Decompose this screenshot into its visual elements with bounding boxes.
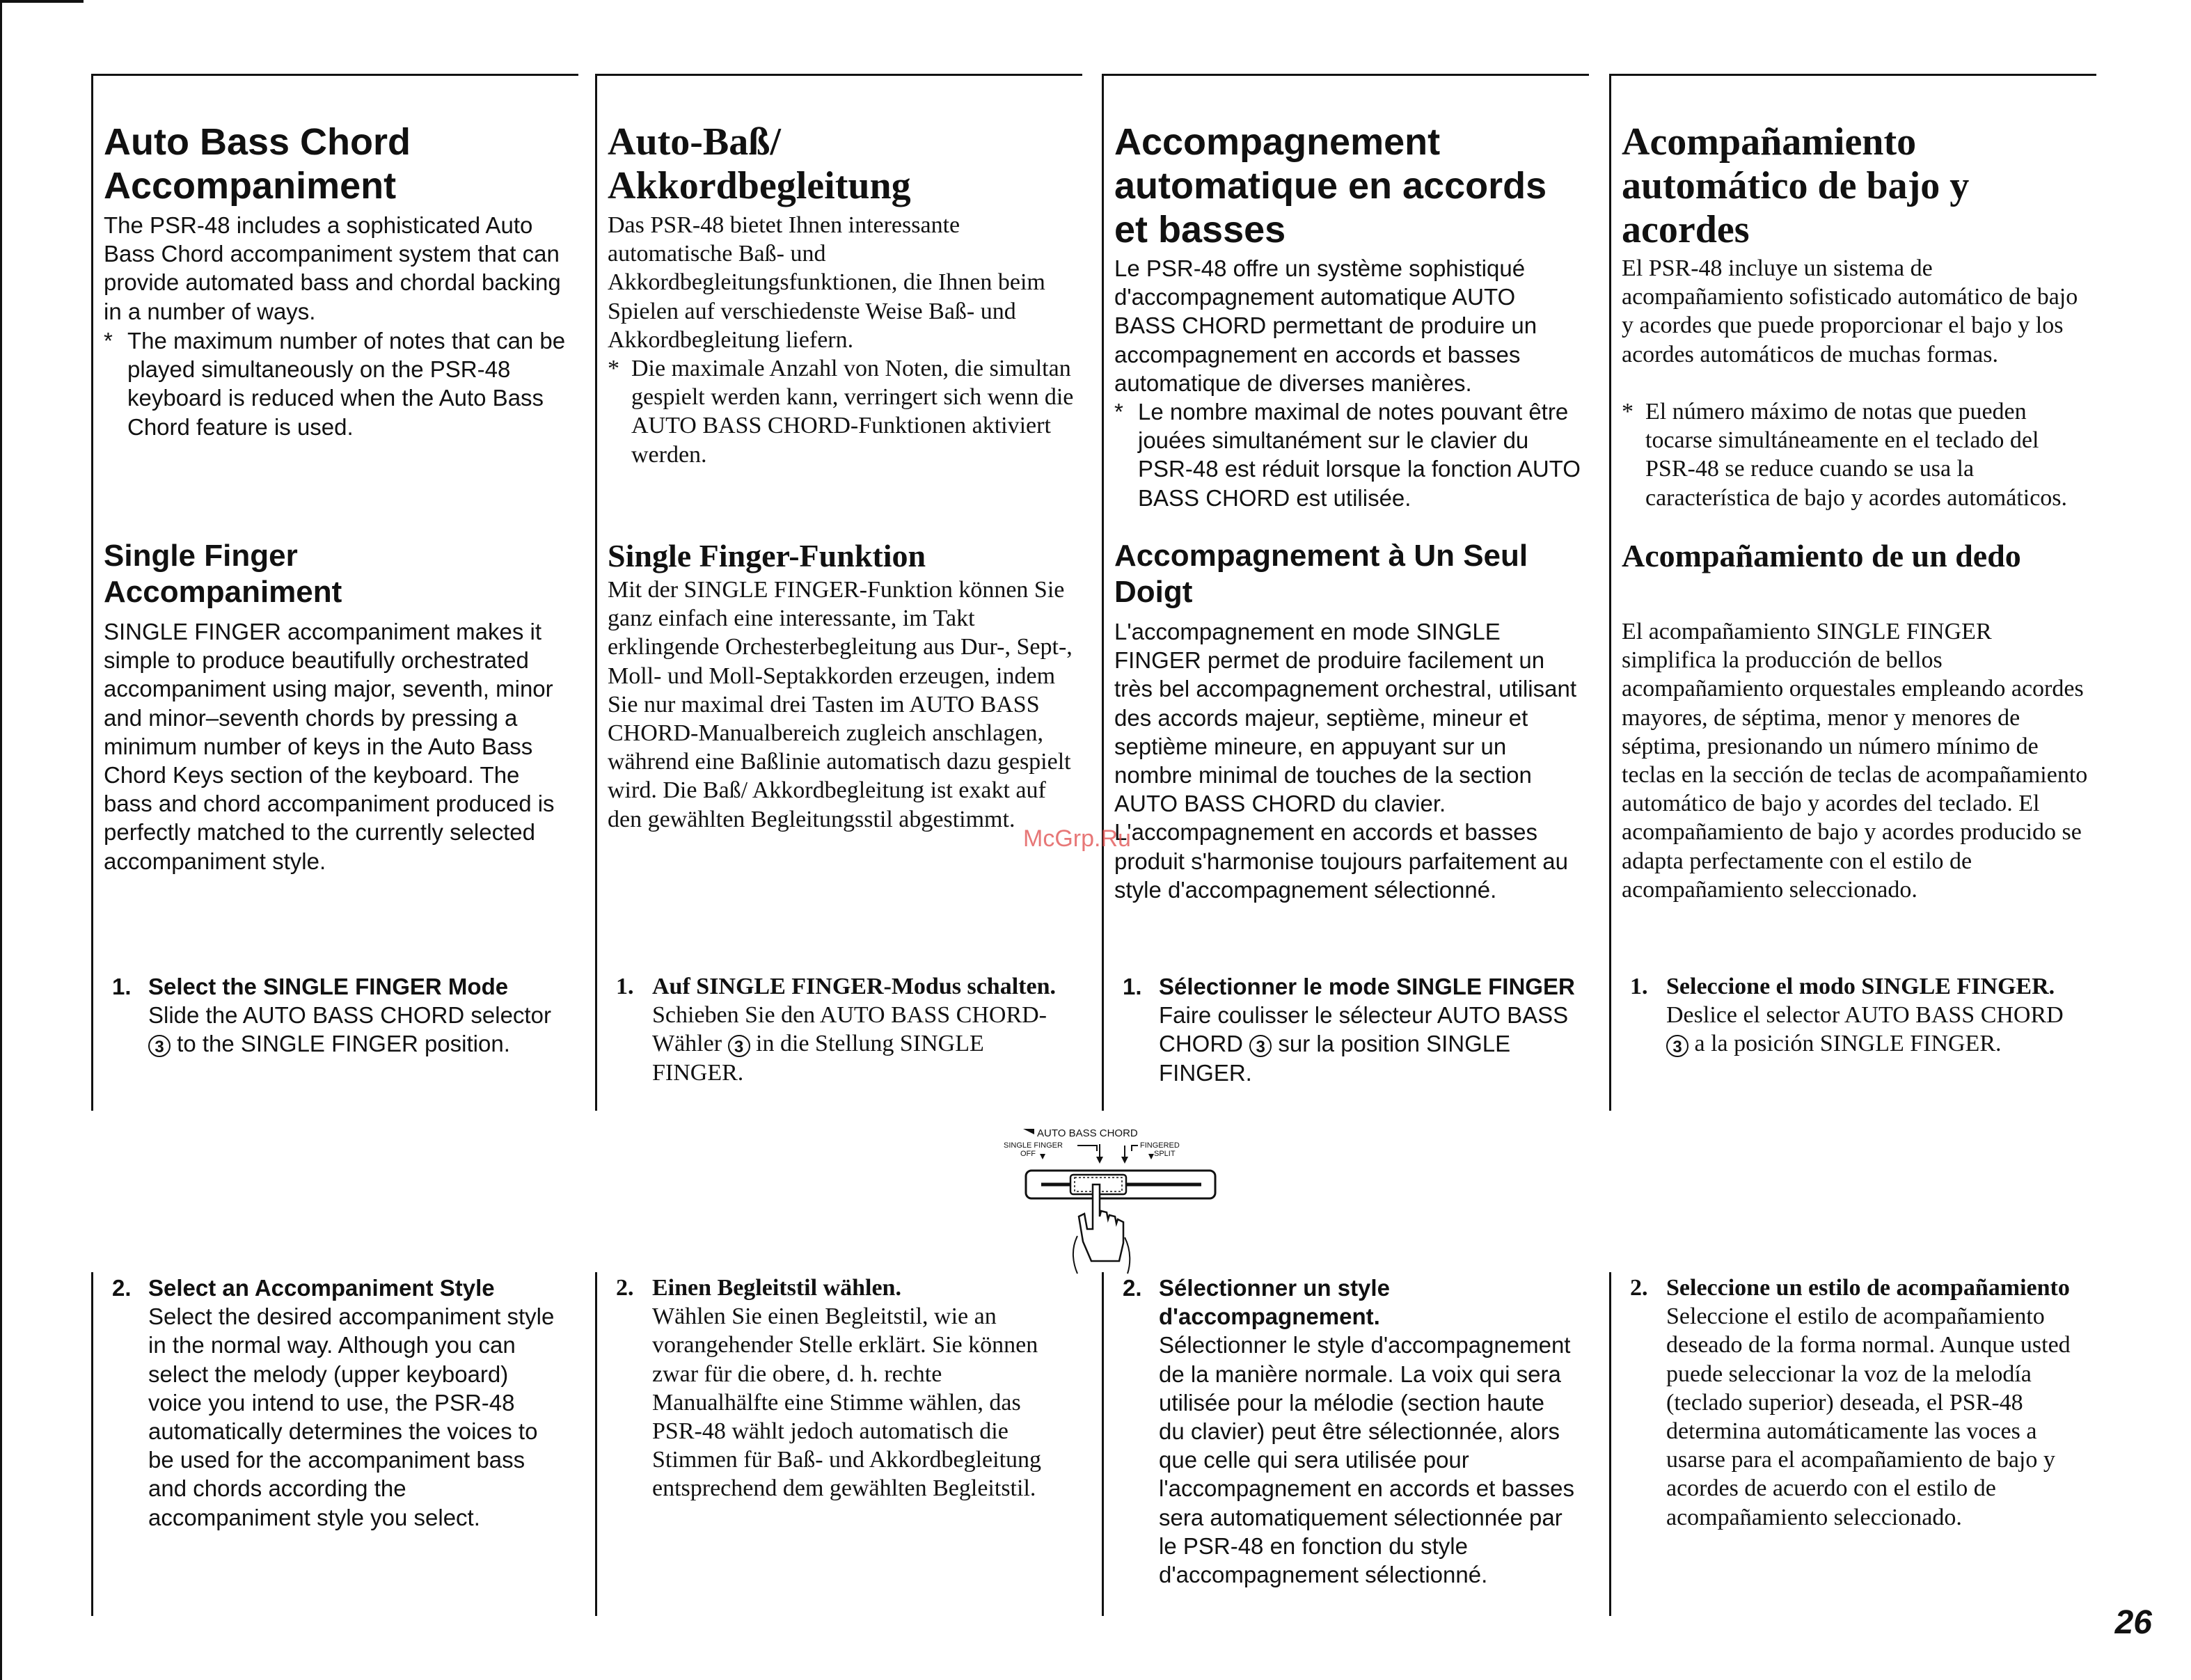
section-title-auto-bass-chord: Auto-Baß/ Akkordbegleitung — [608, 120, 911, 207]
intro-paragraph: Le PSR-48 offre un système sophistiqué d'accompagnement automatique AUTO BASS CHORD permettant de produire un accompagnement en accords et basses automatique de diverses manières. — [1114, 255, 1537, 396]
selector-3-marker: 3 — [1666, 1035, 1688, 1057]
label-single-finger: SINGLE FINGER — [1004, 1141, 1063, 1150]
label-fingered: FINGERED — [1140, 1141, 1180, 1150]
intro-paragraph: The PSR-48 includes a sophisticated Auto Bass Chord accompaniment system that can provide automated bass and chordal backing in a number of ways. — [104, 212, 561, 324]
step-number: 2. — [616, 1275, 634, 1301]
corner-arrow-icon — [1023, 1129, 1034, 1134]
step-body: Select the desired accompaniment style in the normal way. Although you can select the melody (upper keyboard) voice you intend to use, the PSR-48 automatically determines the voices to be used for the accompaniment bass and chords according the accompaniment style you select. — [148, 1303, 555, 1530]
step-2 — [1630, 1274, 2082, 1532]
asterisk-bullet: * — [1114, 399, 1123, 425]
corner-rule — [0, 0, 84, 3]
step-title: Auf SINGLE FINGER-Modus schalten. — [652, 974, 1056, 999]
asterisk-bullet: * — [608, 356, 619, 381]
intro-paragraph: Das PSR-48 bietet Ihnen interessante automatische Baß- und Akkordbegleitungsfunktionen, die Ihnen beim Spielen auf verschiedenste Weise Baß- und Akkordbegleitung liefern. — [608, 212, 1045, 353]
selector-3-marker: 3 — [1249, 1035, 1272, 1057]
step-body: Faire coulisser le sélecteur AUTO BASS CHORD 3 sur la position SINGLE FINGER. — [1159, 1002, 1569, 1086]
step-body: Sélectionner le style d'accompagnement de la manière normale. La voix qui sera utilisée pour la mélodie (section haute du clavier) peut être sélectionnée, alors que celle qui sera utilisée pour l'accompagnement en accords et basses sera automatiquement sélectionnée par le PSR-48 en fonction du style d'accompagnement sélectionné. — [1159, 1332, 1574, 1588]
step-title: Sélectionner le mode SINGLE FINGER — [1159, 974, 1575, 999]
step-title: Einen Begleitstil wählen. — [652, 1275, 901, 1301]
section-title-single-finger: Single Finger-Funktion — [608, 538, 926, 573]
column-rule — [91, 74, 93, 1111]
note — [104, 326, 570, 441]
auto-bass-chord-selector-diagram — [995, 1125, 1232, 1278]
step-number: 2. — [1123, 1275, 1142, 1301]
step-1 — [112, 972, 564, 1059]
column-rule — [1102, 74, 1104, 1111]
section-title-single-finger: Accompagnement à Un Seul Doigt — [1114, 539, 1528, 609]
note-text: Die maximale Anzahl von Noten, die simultan gespielt werden kann, verringert sich wenn die AUTO BASS CHORD-Funktionen aktiviert werden. — [631, 356, 1074, 468]
note-text: The maximum number of notes that can be played simultaneously on the PSR-48 keyboard is reduced when the Auto Bass Chord feature is used. — [127, 328, 566, 440]
step-2 — [1123, 1274, 1575, 1589]
section-title-single-finger: Single Finger Accompaniment — [104, 539, 342, 609]
asterisk-bullet: * — [104, 328, 113, 354]
step-number: 2. — [112, 1275, 132, 1301]
note — [608, 354, 1074, 469]
selector-3-marker: 3 — [148, 1035, 171, 1057]
step-title: Select an Accompaniment Style — [148, 1275, 495, 1301]
page-number: 26 — [2114, 1604, 2152, 1641]
step-number: 1. — [616, 974, 634, 999]
label-split: SPLIT — [1154, 1150, 1176, 1158]
hand-outline — [1125, 1237, 1130, 1274]
step-body: Seleccione el estilo de acompañamiento deseado de la forma normal. Aunque usted puede seleccionar la voz de la melodía (teclado superior) deseada, el PSR-48 determina automáticamente las voces a usarse para el acompañamiento de bajo y acordes de acuerdo con el estilo de acompañamiento seleccionado. — [1666, 1303, 2071, 1530]
step-1 — [616, 972, 1068, 1087]
asterisk-bullet: * — [1622, 399, 1634, 425]
selector-3-marker: 3 — [728, 1035, 750, 1057]
column-rule — [1609, 74, 1611, 1111]
single-finger-paragraph: L'accompagnement en mode SINGLE FINGER permet de produire facilement un très bel accompagnement orchestral, utilisant des accords majeur, septième, mineur et septième mineure, en appuyant sur un nombre minimal de touches de la section AUTO BASS CHORD du clavier. L'accompagnement en accords et basses produit s'harmonise toujours parfaitement au style d'accompagnement sélectionné. — [1114, 619, 1576, 903]
step-body: Slide the AUTO BASS CHORD selector 3 to the SINGLE FINGER position. — [148, 1002, 551, 1057]
single-finger-paragraph: El acompañamiento SINGLE FINGER simplifica la producción de bellos acompañamiento orquestales empleando acordes mayores, de séptima, menor y menores de séptima, presionando un número mínimo de teclas en la sección de teclas de acompañamiento automático de bajo y acordes del teclado. El acompañamiento de bajo y acordes producido se adapta perfectamente con el estilo de acompañamiento seleccionado. — [1622, 619, 2088, 903]
section-title-single-finger: Acompañamiento de un dedo — [1622, 538, 2021, 573]
section-title-auto-bass-chord: Accompagnement automatique en accords et basses — [1114, 121, 1547, 251]
column-spanish-step2 — [1609, 1265, 2096, 1613]
hand-outline — [1073, 1236, 1077, 1274]
column-spanish — [1609, 74, 2096, 1113]
section-title-auto-bass-chord: Acompañamiento automático de bajo y acordes — [1622, 120, 1970, 251]
intro-paragraph: El PSR-48 incluye un sistema de acompañamiento sofisticado automático de bajo y acordes que puede proporcionar el bajo y los acordes automáticos de muchas formas. — [1622, 255, 2078, 367]
column-french-step2 — [1102, 1265, 1589, 1613]
column-rule — [595, 74, 597, 1111]
column-french — [1102, 74, 1589, 1113]
step-title: Seleccione un estilo de acompañamiento — [1666, 1275, 2070, 1301]
note-text: El número máximo de notas que pueden tocarse simultáneamente en el teclado del PSR-48 se reduce cuando se usa la característica de bajo y acordes automáticos. — [1645, 399, 2068, 511]
step-body: Deslice el selector AUTO BASS CHORD 3 a la posición SINGLE FINGER. — [1666, 1002, 2064, 1057]
step-number: 2. — [1630, 1275, 1648, 1301]
step-number: 1. — [112, 974, 132, 999]
note-text: Le nombre maximal de notes pouvant être jouées simultanément sur le clavier du PSR-48 est réduit lorsque la fonction AUTO BASS CHORD est utilisée. — [1138, 399, 1581, 511]
note — [1622, 397, 2088, 512]
section-title-auto-bass-chord: Auto Bass Chord Accompaniment — [104, 121, 411, 207]
column-english-step2 — [91, 1265, 578, 1613]
step-1 — [1630, 972, 2082, 1059]
step-title: Seleccione el modo SINGLE FINGER. — [1666, 974, 2055, 999]
step-2 — [616, 1274, 1068, 1503]
step-number: 1. — [1630, 974, 1648, 999]
single-finger-paragraph: Mit der SINGLE FINGER-Funktion können Sie ganz einfach eine interessante, im Takt erklingende Orchesterbegleitung aus Dur-, Sept-, Moll- und Moll-Septakkorden erzeugen, indem Sie nur maximal drei Tasten im AUTO BASS CHORD-Manualbereich zugleich anschlagen, während eine Baßlinie automatisch dazu gespielt wird. Die Baß/ Akkordbegleitung ist exakt auf den gewählten Begleitungsstil abgestimmt. — [608, 577, 1073, 832]
step-title: Sélectionner un style d'accompagnement. — [1159, 1275, 1390, 1330]
step-body: Schieben Sie den AUTO BASS CHORD-Wähler 3 in die Stellung SINGLE FINGER. — [652, 1002, 1047, 1086]
label-off: OFF — [1020, 1150, 1036, 1158]
note — [1114, 397, 1581, 512]
watermark: McGrp.Ru — [1023, 825, 1131, 852]
step-number: 1. — [1123, 974, 1142, 999]
column-german — [595, 74, 1082, 1113]
column-german-step2 — [595, 1265, 1082, 1613]
page-edge — [0, 0, 2, 1680]
diagram-title: AUTO BASS CHORD — [1037, 1127, 1138, 1139]
step-title: Select the SINGLE FINGER Mode — [148, 974, 509, 999]
column-english — [91, 74, 578, 1113]
single-finger-paragraph: SINGLE FINGER accompaniment makes it simple to produce beautifully orchestrated accompaniment using major, seventh, minor and minor–seventh chords by pressing a minimum number of keys in the Auto Bass Chord Keys section of the keyboard. The bass and chord accompaniment produced is perfectly matched to the currently selected accompaniment style. — [104, 619, 555, 874]
step-2 — [112, 1274, 564, 1532]
step-1 — [1123, 972, 1575, 1087]
step-body: Wählen Sie einen Begleitstil, wie an vorangehender Stelle erklärt. Sie können zwar für die obere, d. h. rechte Manualhälfte eine Stimme wählen, das PSR-48 wählt jedoch automatisch die Stimmen für Baß- und Akkordbegleitung entsprechend dem gewählten Begleitstil. — [652, 1303, 1042, 1502]
